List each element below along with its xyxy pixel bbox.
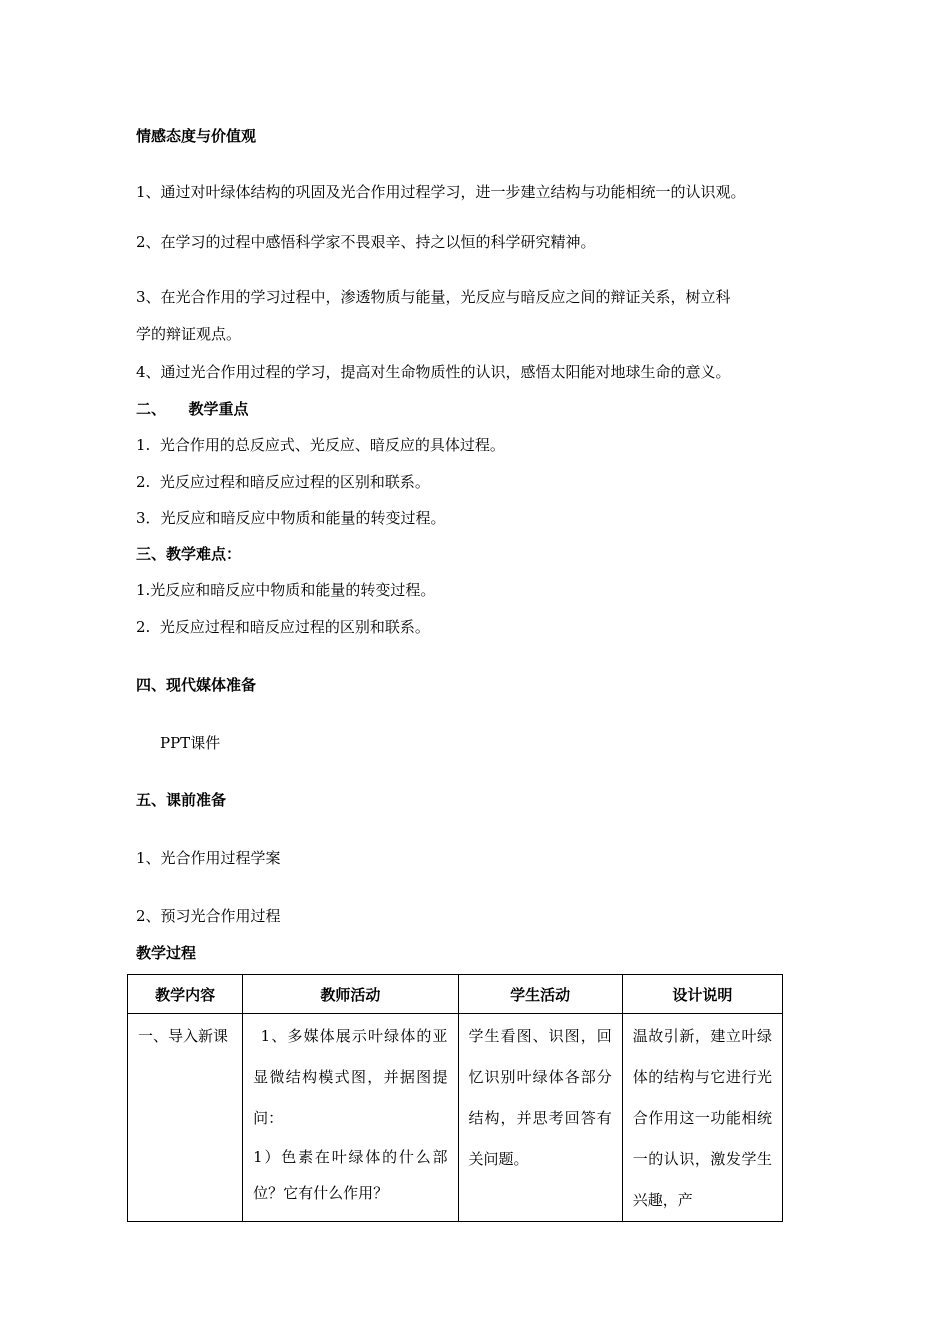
difficulty-1: 1.光反应和暗反应中物质和能量的转变过程。 <box>136 581 436 599</box>
difficulty-2: 2. 光反应过程和暗反应过程的区别和联系。 <box>136 618 430 636</box>
cell-design: 温故引新，建立叶绿体的结构与它进行光合作用这一功能相统一的认识，激发学生兴趣，产 <box>622 1014 782 1222</box>
header-design: 设计说明 <box>622 975 782 1014</box>
attitude-item-4: 4、通过光合作用过程的学习，提高对生命物质性的认识，感悟太阳能对地球生命的意义。 <box>136 363 731 381</box>
attitude-item-2: 2、在学习的过程中感悟科学家不畏艰辛、持之以恒的科学研究精神。 <box>136 233 596 251</box>
teacher-activity-2: 1）色素在叶绿体的什么部位？它有什么作用？ <box>253 1148 448 1202</box>
media-heading: 四、现代媒体准备 <box>136 676 257 694</box>
table-row <box>128 1014 783 1222</box>
header-content: 教学内容 <box>128 975 243 1014</box>
cell-content: 一、导入新课 <box>128 1014 243 1222</box>
key-points-heading: 二、 教学重点 <box>136 400 249 418</box>
media-item: PPT课件 <box>160 734 221 752</box>
teacher-activity-1: 1、多媒体展示叶绿体的亚显微结构模式图，并据图提问： <box>253 1027 448 1127</box>
prep-item-1: 1、光合作用过程学案 <box>136 849 281 867</box>
attitude-heading: 情感态度与价值观 <box>136 127 257 145</box>
difficulty-heading: 三、教学难点： <box>136 545 242 563</box>
table-header-row <box>128 975 783 1014</box>
attitude-item-3-line-1: 3、在光合作用的学习过程中，渗透物质与能量，光反应与暗反应之间的辩证关系，树立科 <box>136 288 731 306</box>
key-point-1: 1. 光合作用的总反应式、光反应、暗反应的具体过程。 <box>136 436 505 454</box>
prep-heading: 五、课前准备 <box>136 791 227 809</box>
attitude-item-1: 1、通过对叶绿体结构的巩固及光合作用过程学习，进一步建立结构与功能相统一的认识观。 <box>136 183 746 201</box>
header-teacher: 教师活动 <box>243 975 458 1014</box>
lesson-table <box>127 974 783 1222</box>
prep-item-2: 2、预习光合作用过程 <box>136 907 281 925</box>
cell-student: 学生看图、识图，回忆识别叶绿体各部分结构，并思考回答有关问题。 <box>458 1014 622 1222</box>
key-point-2: 2. 光反应过程和暗反应过程的区别和联系。 <box>136 473 430 491</box>
process-heading: 教学过程 <box>136 944 197 962</box>
key-point-3: 3．光反应和暗反应中物质和能量的转变过程。 <box>136 509 446 527</box>
attitude-item-3-line-2: 学的辩证观点。 <box>136 325 242 343</box>
header-student: 学生活动 <box>458 975 622 1014</box>
cell-teacher <box>243 1014 458 1222</box>
